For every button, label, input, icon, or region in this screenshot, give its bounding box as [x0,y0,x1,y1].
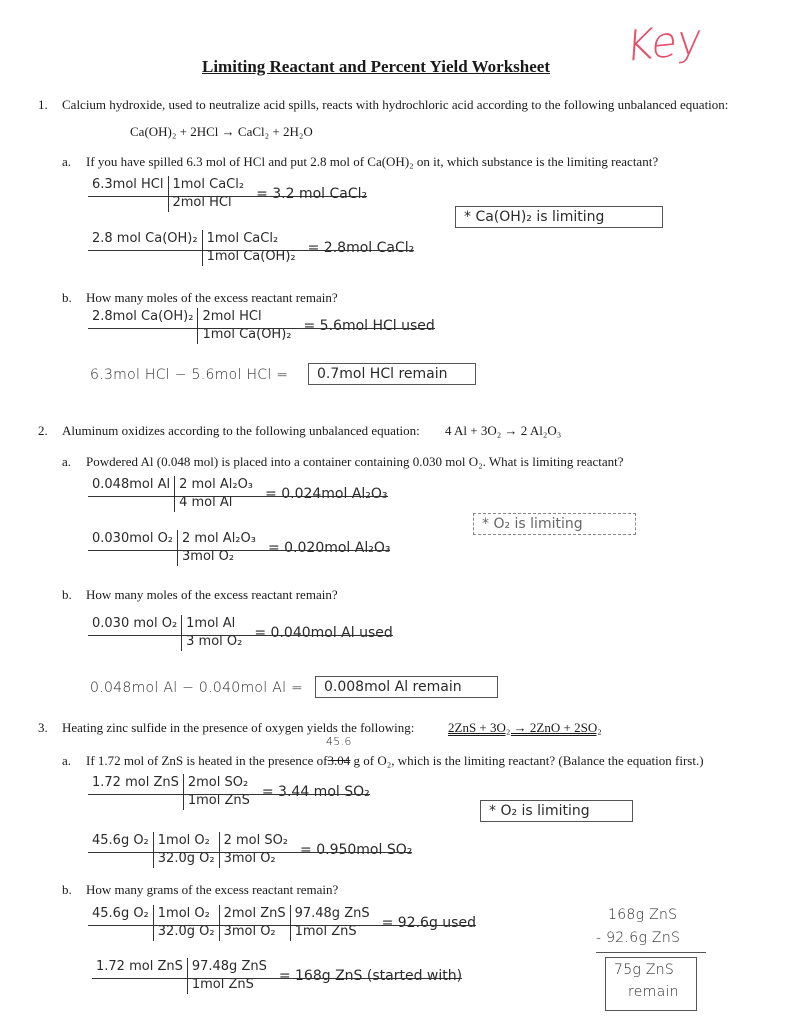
work-result: = 0.040mol Al used [254,625,393,641]
work-result: = 168g ZnS (started with) [278,968,463,984]
factor: 1mol CaCl₂ [172,177,245,192]
answer-box-1a: * Ca(OH)₂ is limiting [455,206,663,228]
factor: 97.48g ZnS [191,959,267,974]
question-1-number: 1. [38,97,48,112]
factor: 0.048mol Al [92,477,171,492]
work-3b-line-1 [88,905,476,941]
side-calc-line-2: - 92.6g ZnS [596,930,681,946]
factor: 3mol O₂ [223,924,276,939]
factor: 32.0g O₂ [157,851,215,866]
work-2a-line-2 [88,530,390,566]
work-result: = 3.2 mol CaCl₂ [256,186,368,202]
factor: 45.6g O₂ [92,906,149,921]
work-result: = 0.020mol Al₂O₃ [267,540,391,556]
factor: 1mol ZnS [187,793,250,808]
factor: 2mol HCl [202,309,262,324]
question-1a-letter: a. [62,154,72,169]
work-1a-line-1 [88,176,367,212]
work-result: = 5.6mol HCl used [303,318,435,334]
subtraction-2b: 0.048mol Al − 0.040mol Al = [90,680,304,696]
factor: 1.72 mol ZnS [96,959,183,974]
question-2b-letter: b. [62,587,72,602]
question-3a-letter: a. [62,753,72,768]
work-result: = 0.950mol SO₂ [300,842,413,858]
factor: 0.030mol O₂ [92,531,174,546]
page-title: Limiting Reactant and Percent Yield Worksheet [202,57,551,76]
work-3a-line-1 [88,774,370,810]
work-result: = 3.44 mol SO₂ [261,784,370,800]
question-2-equation: 4 Al + 3O₂ → 2 Al₂O₃ [445,423,562,438]
question-3-number: 3. [38,720,48,735]
work-3a-line-2 [88,832,412,868]
question-3a-prompt [86,753,704,769]
subtraction-1b: 6.3mol HCl − 5.6mol HCl = [90,367,289,383]
work-3b-line-2 [92,958,462,994]
factor: 6.3mol HCl [92,177,164,192]
factor: 1mol Ca(OH)₂ [206,249,296,264]
factor: 2mol SO₂ [187,775,249,790]
question-1-prompt: Calcium hydroxide, used to neutralize acid spills, reacts with hydrochloric acid according to the following unbalanced equation: [62,97,729,112]
answer-3b-line-2: remain [628,984,679,1000]
side-calc-rule [596,952,706,953]
question-1b-letter: b. [62,290,72,305]
factor: 3mol O₂ [182,549,235,564]
question-3b-letter: b. [62,882,72,897]
work-2b-line-1 [88,615,393,651]
factor: 2mol HCl [172,195,232,210]
answer-box-3b [605,957,697,1011]
factor: 1.72 mol ZnS [92,775,179,790]
question-1b-prompt: How many moles of the excess reactant remain? [86,290,338,305]
factor: 45.6g O₂ [92,833,149,848]
factor: 2mol ZnS [223,906,286,921]
work-result: = 2.8mol CaCl₂ [307,240,415,256]
work-result: = 0.024mol Al₂O₃ [265,486,388,502]
question-3b-prompt: How many grams of the excess reactant remain? [86,882,339,897]
answer-box-2b: 0.008mol Al remain [315,676,498,698]
factor: 1mol O₂ [157,833,210,848]
factor: 0.030 mol O₂ [92,616,178,631]
answer-box-1b: 0.7mol HCl remain [308,363,476,385]
factor: 97.48g ZnS [294,906,370,921]
question-2a-prompt: Powdered Al (0.048 mol) is placed into a container containing 0.030 mol O₂. What is limiting reactant? [86,454,624,469]
factor: 1mol ZnS [191,977,254,992]
key-annotation: Key [624,13,704,72]
factor: 1mol CaCl₂ [206,231,279,246]
factor: 1mol ZnS [294,924,357,939]
factor: 3mol O₂ [223,851,276,866]
work-1b-line-1 [88,308,435,344]
factor: 4 mol Al [179,495,233,510]
question-3-equation: 2ZnS + 3O₂ → 2ZnO + 2SO₂ [448,720,602,735]
factor: 2 mol Al₂O₃ [182,531,256,546]
factor: 2 mol SO₂ [223,833,289,848]
answer-box-2a: * O₂ is limiting [473,513,636,535]
question-2-number: 2. [38,423,48,438]
factor: 2 mol Al₂O₃ [179,477,254,492]
prompt-text: g of O₂, which is the limiting reactant? (Balance the equation first.) [353,753,704,768]
question-2b-prompt: How many moles of the excess reactant remain? [86,587,338,602]
factor: 1mol Al [186,616,236,631]
side-calc-line-1: 168g ZnS [608,907,678,923]
work-result: = 92.6g used [381,915,476,931]
question-1-equation: Ca(OH)₂ + 2HCl → CaCl₂ + 2H₂O [130,124,313,139]
answer-box-3a: * O₂ is limiting [480,800,633,822]
work-1a-line-2 [88,230,414,266]
work-2a-line-1 [88,476,388,512]
question-3-prompt: Heating zinc sulfide in the presence of oxygen yields the following: [62,720,415,735]
question-2a-letter: a. [62,454,72,469]
factor: 1mol O₂ [157,906,210,921]
question-1a-prompt: If you have spilled 6.3 mol of HCl and put 2.8 mol of Ca(OH)₂ on it, which substance is the limiting reactant? [86,154,659,169]
factor: 1mol Ca(OH)₂ [202,327,292,342]
factor: 2.8 mol Ca(OH)₂ [92,231,198,246]
prompt-text: If 1.72 mol of ZnS is heated in the presence of [86,753,328,768]
question-2-prompt: Aluminum oxidizes according to the following unbalanced equation: [62,423,420,438]
correction-annotation: 45.6 [326,735,352,748]
factor: 2.8mol Ca(OH)₂ [92,309,194,324]
struck-value: 3.04 [327,753,351,768]
factor: 3 mol O₂ [186,634,243,649]
factor: 32.0g O₂ [157,924,215,939]
answer-3b-line-1: 75g ZnS [614,962,675,978]
